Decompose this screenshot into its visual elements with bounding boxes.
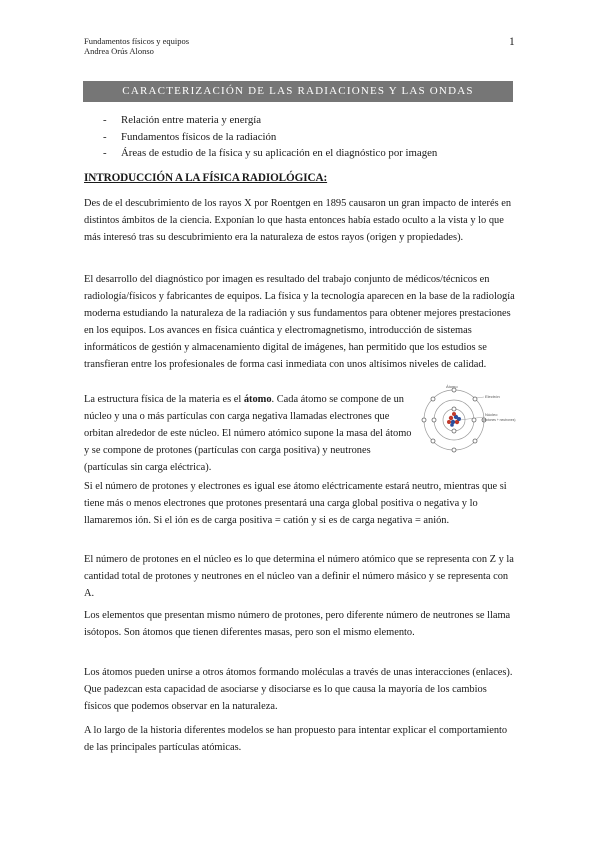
middle-orbit (434, 400, 474, 440)
topic-item: - Relación entre materia y energía (97, 112, 437, 129)
atom-term: átomo (243, 394, 272, 405)
electron (452, 429, 456, 433)
section-heading: INTRODUCCIÓN A LA FÍSICA RADIOLÓGICA: (84, 172, 328, 184)
electron (452, 407, 456, 411)
neutron (457, 417, 461, 421)
topic-list (97, 112, 437, 162)
electron (431, 397, 435, 401)
leader-line-electron (476, 397, 484, 398)
atom-diagram-svg (418, 383, 516, 455)
header-subject: Fundamentos físicos y equipos (84, 36, 190, 46)
running-header (84, 36, 189, 56)
paragraph-ions: Si el número de protones y electrones es igual ese átomo eléctricamente estará neutro, mientras que si tiene más o menos electrones que protones presentará una carga global positiva o negativa y lo llamaremos ión. Si el ión es de carga positiva = catión y si es de carga negativa = anión. (84, 481, 507, 526)
label-atom: Átomo (446, 384, 458, 389)
paragraph-imaging-development: El desarrollo del diagnóstico por imagen es resultado del trabajo conjunto de médicos/técnicos en radiología/físicos y fabricantes de equipos. La física y la tecnología aparecen en la base de la radiología moderna estudiando la naturaleza de la radiación y sus fundamentos para obtener mejores prestaciones en los equipos. Los avances en física cuántica y electromagnetismo, introducción de sistemas informáticos de gestión y almacenamiento digital de imágenes, han permitido que los estudios se transfieran entre los profesionales de forma casi inmediata con unos altísimos niveles de calidad. (84, 274, 515, 370)
topic-item: - Áreas de estudio de la física y su aplicación en el diagnóstico por imagen (97, 145, 437, 162)
atom-text-lead: La estructura física de la materia es el (84, 394, 244, 405)
chapter-title-bar (83, 81, 513, 102)
atom-text-rest: . Cada átomo se compone de un núcleo y una o más partículas con carga negativa llamadas electrones que orbitan alrededor de este núcleo. El número atómico supone la masa del átomo y se compone de protones (partículas con carga positiva) y neutrones (partículas sin carga eléctrica). (84, 394, 412, 473)
electron (452, 448, 456, 452)
electron (422, 418, 426, 422)
paragraph-atom-structure (84, 391, 414, 476)
chapter-title: CARACTERIZACIÓN DE LAS RADIACIONES Y LAS ONDAS (122, 85, 474, 97)
page-number: 1 (509, 36, 515, 48)
atom-diagram (418, 383, 516, 455)
electron (432, 418, 436, 422)
paragraph-xray-discovery: Des de el descubrimiento de los rayos X por Roentgen en 1895 causaron un gran impacto de interés en distintos ámbitos de la ciencia. Exponían lo que hasta entonces había estado oculto a la vista y lo que más interesó tras su descubrimiento era la naturaleza de estos rayos (origen y propiedades). (84, 198, 512, 243)
topic-item: - Fundamentos físicos de la radiación (97, 129, 437, 146)
electron (431, 439, 435, 443)
paragraph-molecules: Los átomos pueden unirse a otros átomos formando moléculas a través de unas interacciones (enlaces). Que padezcan esta capacidad de asociarse y disociarse es lo que causa la mayoría de los cambios físicos que podemos observar en la naturaleza. (84, 667, 513, 712)
label-nucleus-detail: (protones + neutrones) (482, 418, 516, 422)
proton (452, 412, 456, 416)
neutron (450, 423, 454, 427)
label-electron: Electrón (485, 394, 500, 399)
electron (473, 397, 477, 401)
proton (449, 416, 453, 420)
proton (447, 420, 451, 424)
electron (473, 439, 477, 443)
paragraph-isotopes: Los elementos que presentan mismo número de protones, pero diferente número de neutrones se llama isótopos. Son átomos que tienen diferentes masas, pero son el mismo elemento. (84, 610, 511, 638)
paragraph-atomic-number: El número de protones en el núcleo es lo que determina el número atómico que se representa con Z y la cantidad total de protones y neutrones en el núcleo van a definir el número másico y se representa con A. (84, 554, 514, 599)
header-author: Andrea Orús Alonso (84, 46, 154, 56)
label-nucleus: Núcleo (485, 412, 498, 417)
paragraph-atomic-models: A lo largo de la historia diferentes modelos se han propuesto para intentar explicar el comportamiento de las principales partículas atómicas. (84, 725, 508, 753)
